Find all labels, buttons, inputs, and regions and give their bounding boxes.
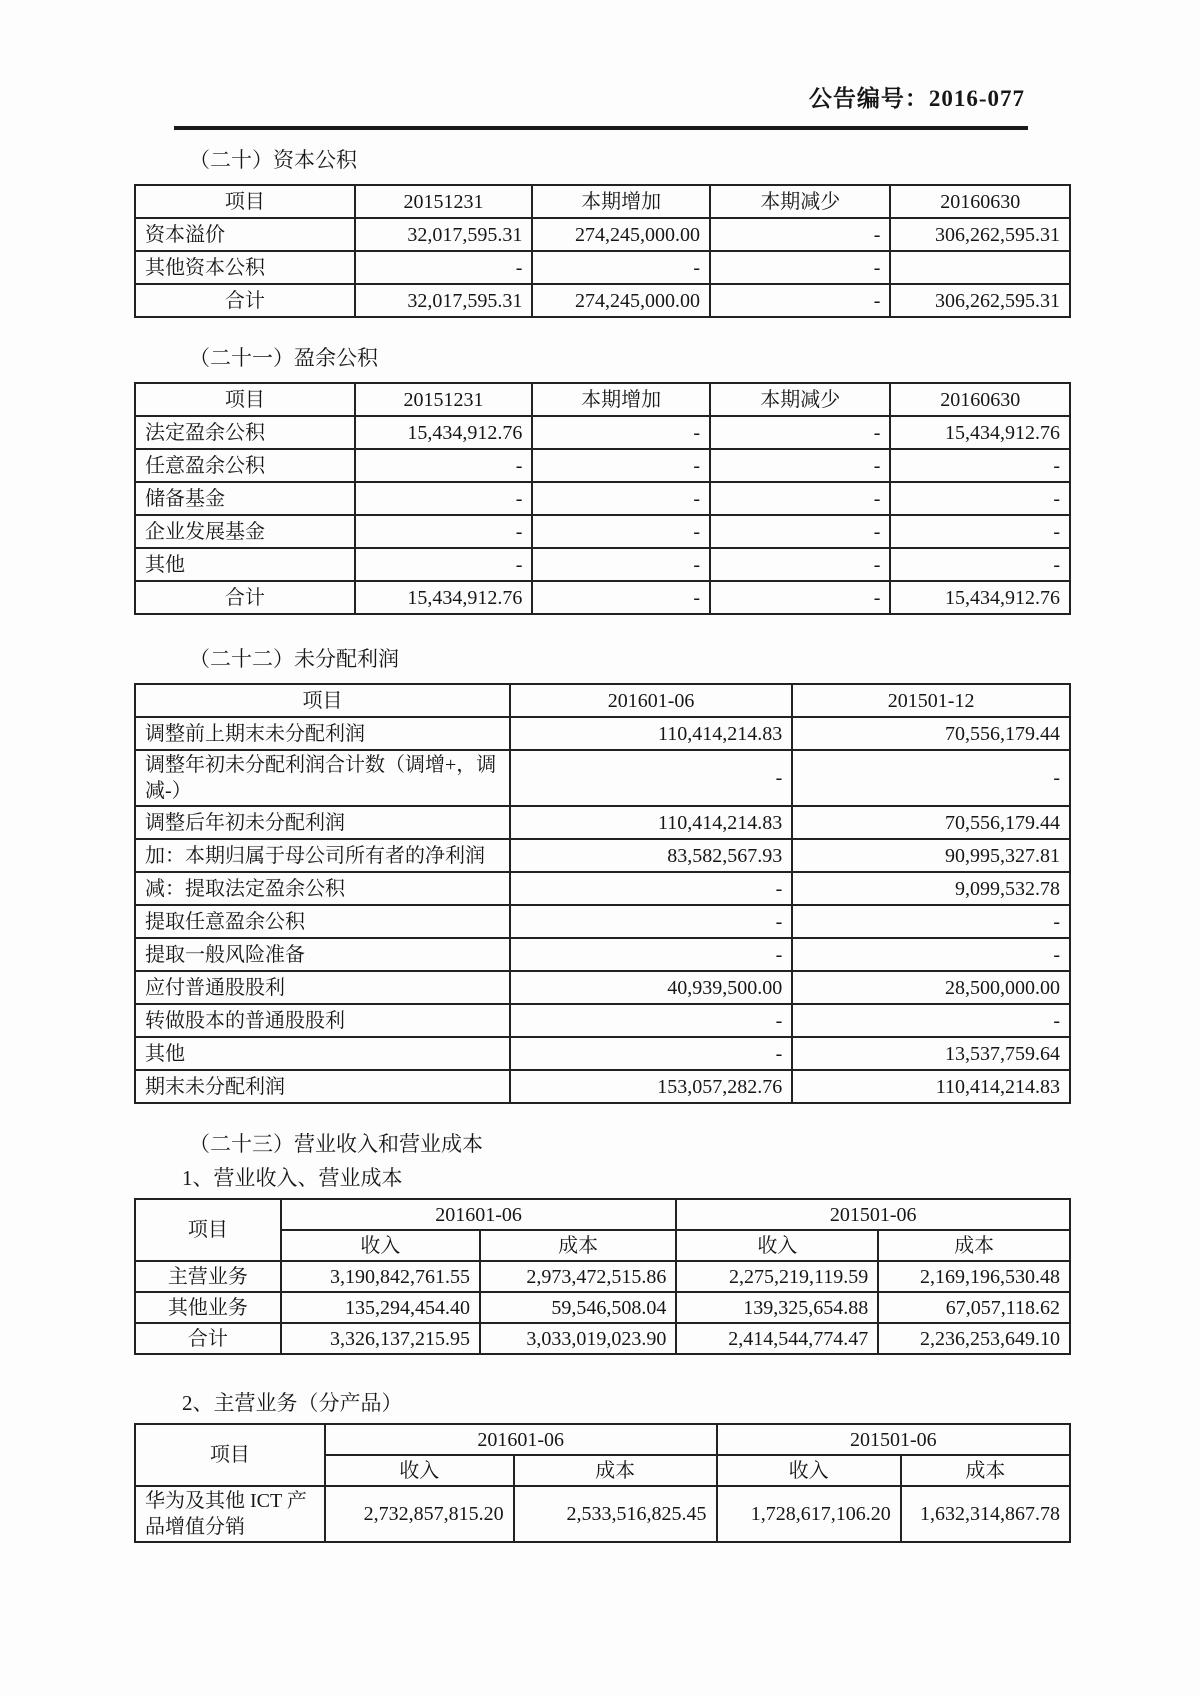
cell-value: 1,728,617,106.20 xyxy=(717,1486,901,1542)
table-row xyxy=(135,1486,1070,1542)
table-header-row xyxy=(135,1199,1070,1230)
column-header: 本期减少 xyxy=(710,185,890,218)
column-header: 20160630 xyxy=(890,185,1070,218)
cell-value: 70,556,179.44 xyxy=(792,806,1070,839)
cell-value: - xyxy=(510,872,792,905)
table-row xyxy=(135,218,1070,251)
cell-value: - xyxy=(792,1004,1070,1037)
cell-value: - xyxy=(510,905,792,938)
cell-value: 2,414,544,774.47 xyxy=(676,1323,878,1354)
table-header-row xyxy=(135,383,1070,416)
cell-value: - xyxy=(355,548,533,581)
column-header: 收入 xyxy=(281,1230,480,1261)
column-header: 201501-12 xyxy=(792,684,1070,717)
table-header-row xyxy=(135,1424,1070,1455)
table-row xyxy=(135,1261,1070,1292)
cell-value: 110,414,214.83 xyxy=(510,717,792,750)
column-header: 收入 xyxy=(325,1455,514,1486)
table-row xyxy=(135,1037,1070,1070)
cell-value: - xyxy=(792,905,1070,938)
main-business-by-product-table xyxy=(134,1423,1071,1543)
table-row xyxy=(135,750,1070,806)
cell-value: 15,434,912.76 xyxy=(355,581,533,614)
row-label: 合计 xyxy=(135,1323,281,1354)
cell-value: - xyxy=(792,938,1070,971)
period-column-header: 201601-06 xyxy=(281,1199,676,1230)
table-row xyxy=(135,581,1070,614)
column-header: 成本 xyxy=(514,1455,717,1486)
cell-value xyxy=(890,251,1070,284)
row-label: 法定盈余公积 xyxy=(135,416,355,449)
table-row xyxy=(135,1004,1070,1037)
table-row xyxy=(135,938,1070,971)
cell-value: 3,190,842,761.55 xyxy=(281,1261,480,1292)
table-header-row xyxy=(135,684,1070,717)
column-header: 本期减少 xyxy=(710,383,890,416)
column-header: 项目 xyxy=(135,1199,281,1261)
cell-value: - xyxy=(532,251,710,284)
cell-value: - xyxy=(710,548,890,581)
cell-value: 2,973,472,515.86 xyxy=(480,1261,676,1292)
row-label: 调整前上期末未分配利润 xyxy=(135,717,510,750)
cell-value: 15,434,912.76 xyxy=(355,416,533,449)
column-header: 20160630 xyxy=(890,383,1070,416)
column-header: 项目 xyxy=(135,684,510,717)
row-label: 提取任意盈余公积 xyxy=(135,905,510,938)
row-label: 减：提取法定盈余公积 xyxy=(135,872,510,905)
column-header: 收入 xyxy=(676,1230,878,1261)
announcement-number: 公告编号：2016-077 xyxy=(808,86,1025,111)
table-row xyxy=(135,905,1070,938)
cell-value: 3,326,137,215.95 xyxy=(281,1323,480,1354)
column-header: 项目 xyxy=(135,185,355,218)
column-header: 成本 xyxy=(480,1230,676,1261)
cell-value: - xyxy=(710,416,890,449)
column-header: 201601-06 xyxy=(510,684,792,717)
cell-value: - xyxy=(710,218,890,251)
column-header: 项目 xyxy=(135,1424,325,1486)
undistributed-profit-table xyxy=(134,683,1071,1104)
column-header: 20151231 xyxy=(355,185,533,218)
cell-value: 3,033,019,023.90 xyxy=(480,1323,676,1354)
cell-value: - xyxy=(792,750,1070,806)
table-row xyxy=(135,717,1070,750)
cell-value: 83,582,567.93 xyxy=(510,839,792,872)
row-label: 资本溢价 xyxy=(135,218,355,251)
cell-value: - xyxy=(710,284,890,317)
revenue-cost-table xyxy=(134,1198,1071,1355)
cell-value: 306,262,595.31 xyxy=(890,218,1070,251)
cell-value: - xyxy=(710,515,890,548)
cell-value: - xyxy=(890,515,1070,548)
cell-value: - xyxy=(532,548,710,581)
row-label: 其他资本公积 xyxy=(135,251,355,284)
cell-value: 153,057,282.76 xyxy=(510,1070,792,1103)
subtitle-revenue-cost: 1、营业收入、营业成本 xyxy=(182,1166,403,1190)
cell-value: 2,236,253,649.10 xyxy=(878,1323,1070,1354)
cell-value: - xyxy=(710,251,890,284)
cell-value: 59,546,508.04 xyxy=(480,1292,676,1323)
subtitle-main-business-by-product: 2、主营业务（分产品） xyxy=(182,1391,403,1415)
cell-value: 70,556,179.44 xyxy=(792,717,1070,750)
cell-value: - xyxy=(532,581,710,614)
cell-value: 9,099,532.78 xyxy=(792,872,1070,905)
row-label: 储备基金 xyxy=(135,482,355,515)
row-label: 华为及其他 ICT 产品增值分销 xyxy=(135,1486,325,1542)
row-label: 合计 xyxy=(135,284,355,317)
cell-value: - xyxy=(532,515,710,548)
table-row xyxy=(135,1070,1070,1103)
cell-value: - xyxy=(532,482,710,515)
section-title-capital-reserve: （二十）资本公积 xyxy=(189,148,357,172)
row-label: 其他 xyxy=(135,1037,510,1070)
cell-value: - xyxy=(355,251,533,284)
cell-value: - xyxy=(510,938,792,971)
period-column-header: 201501-06 xyxy=(676,1199,1070,1230)
table-row xyxy=(135,482,1070,515)
cell-value: 15,434,912.76 xyxy=(890,416,1070,449)
table-row xyxy=(135,1292,1070,1323)
section-title-revenue-cost: （二十三）营业收入和营业成本 xyxy=(189,1132,483,1156)
table-row xyxy=(135,515,1070,548)
row-label: 提取一般风险准备 xyxy=(135,938,510,971)
cell-value: 13,537,759.64 xyxy=(792,1037,1070,1070)
column-header: 本期增加 xyxy=(532,185,710,218)
cell-value: 15,434,912.76 xyxy=(890,581,1070,614)
cell-value: 110,414,214.83 xyxy=(792,1070,1070,1103)
section-title-undistributed-profit: （二十二）未分配利润 xyxy=(189,647,399,671)
table-row xyxy=(135,971,1070,1004)
table-row xyxy=(135,548,1070,581)
cell-value: 274,245,000.00 xyxy=(532,218,710,251)
cell-value: 2,732,857,815.20 xyxy=(325,1486,514,1542)
cell-value: 40,939,500.00 xyxy=(510,971,792,1004)
column-header: 20151231 xyxy=(355,383,533,416)
cell-value: - xyxy=(890,482,1070,515)
header-rule xyxy=(174,126,1028,130)
row-label: 其他业务 xyxy=(135,1292,281,1323)
row-label: 任意盈余公积 xyxy=(135,449,355,482)
cell-value: - xyxy=(890,548,1070,581)
column-header: 成本 xyxy=(878,1230,1070,1261)
cell-value: 135,294,454.40 xyxy=(281,1292,480,1323)
row-label: 主营业务 xyxy=(135,1261,281,1292)
row-label: 合计 xyxy=(135,581,355,614)
cell-value: - xyxy=(532,449,710,482)
table-row xyxy=(135,449,1070,482)
cell-value: - xyxy=(355,449,533,482)
column-header: 成本 xyxy=(901,1455,1070,1486)
column-header: 收入 xyxy=(717,1455,901,1486)
cell-value: - xyxy=(510,1037,792,1070)
period-column-header: 201501-06 xyxy=(717,1424,1070,1455)
cell-value: 32,017,595.31 xyxy=(355,284,533,317)
column-header: 项目 xyxy=(135,383,355,416)
cell-value: - xyxy=(710,449,890,482)
row-label: 期末未分配利润 xyxy=(135,1070,510,1103)
cell-value: 28,500,000.00 xyxy=(792,971,1070,1004)
cell-value: - xyxy=(532,416,710,449)
cell-value: 67,057,118.62 xyxy=(878,1292,1070,1323)
row-label: 加：本期归属于母公司所有者的净利润 xyxy=(135,839,510,872)
row-label: 应付普通股股利 xyxy=(135,971,510,1004)
cell-value: - xyxy=(710,482,890,515)
row-label: 其他 xyxy=(135,548,355,581)
cell-value: - xyxy=(890,449,1070,482)
cell-value: - xyxy=(710,581,890,614)
table-header-row xyxy=(135,185,1070,218)
section-title-surplus-reserve: （二十一）盈余公积 xyxy=(189,346,378,370)
row-label: 调整年初未分配利润合计数（调增+，调减-） xyxy=(135,750,510,806)
cell-value: 90,995,327.81 xyxy=(792,839,1070,872)
cell-value: - xyxy=(510,1004,792,1037)
cell-value: - xyxy=(355,482,533,515)
cell-value: 306,262,595.31 xyxy=(890,284,1070,317)
cell-value: 139,325,654.88 xyxy=(676,1292,878,1323)
cell-value: 2,275,219,119.59 xyxy=(676,1261,878,1292)
cell-value: 110,414,214.83 xyxy=(510,806,792,839)
cell-value: 1,632,314,867.78 xyxy=(901,1486,1070,1542)
table-row xyxy=(135,1323,1070,1354)
table-row xyxy=(135,284,1070,317)
period-column-header: 201601-06 xyxy=(325,1424,717,1455)
column-header: 本期增加 xyxy=(532,383,710,416)
table-row xyxy=(135,872,1070,905)
row-label: 调整后年初未分配利润 xyxy=(135,806,510,839)
cell-value: 32,017,595.31 xyxy=(355,218,533,251)
cell-value: 2,533,516,825.45 xyxy=(514,1486,717,1542)
cell-value: 274,245,000.00 xyxy=(532,284,710,317)
row-label: 转做股本的普通股股利 xyxy=(135,1004,510,1037)
surplus-reserve-table xyxy=(134,382,1071,615)
table-row xyxy=(135,416,1070,449)
row-label: 企业发展基金 xyxy=(135,515,355,548)
table-row xyxy=(135,251,1070,284)
cell-value: 2,169,196,530.48 xyxy=(878,1261,1070,1292)
cell-value: - xyxy=(510,750,792,806)
table-row xyxy=(135,839,1070,872)
table-row xyxy=(135,806,1070,839)
capital-reserve-table xyxy=(134,184,1071,318)
cell-value: - xyxy=(355,515,533,548)
